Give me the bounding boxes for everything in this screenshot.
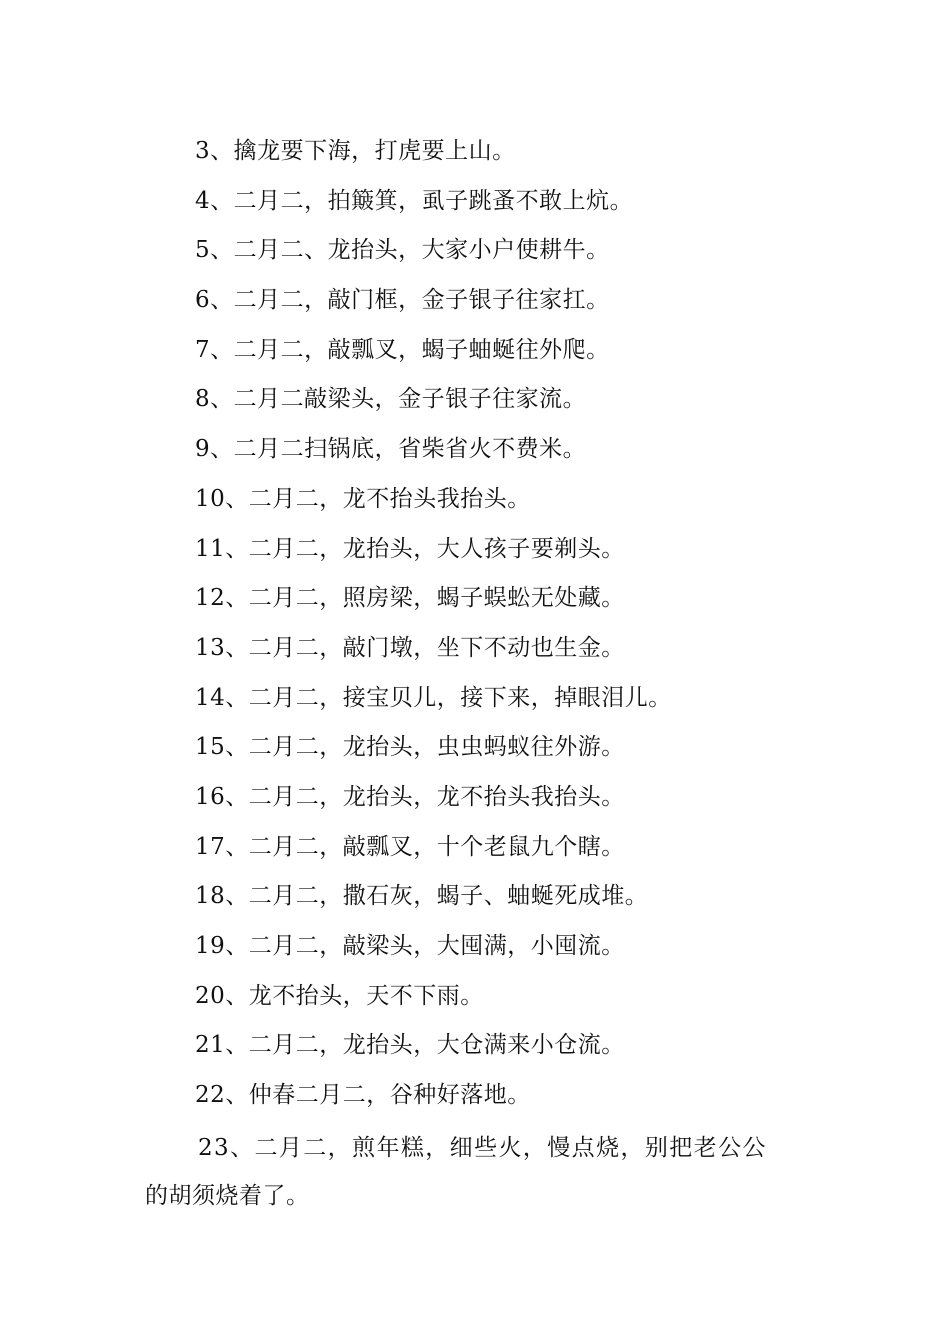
proverb-line: 9、二月二扫锅底，省柴省火不费米。: [195, 436, 587, 463]
proverb-line: 3、擒龙要下海，打虎要上山。: [195, 138, 516, 164]
proverb-line: 6、二月二，敲门框，金子银子往家扛。: [195, 287, 610, 314]
proverb-line: 18、二月二，撒石灰，蝎子、蚰蜒死成堆。: [195, 883, 649, 910]
proverb-line: 22、仲春二月二，谷种好落地。: [195, 1082, 531, 1109]
proverb-line: 13、二月二，敲门墩，坐下不动也生金。: [195, 634, 625, 661]
proverb-line: 19、二月二，敲梁头，大囤满，小囤流。: [195, 933, 625, 959]
proverb-line: 7、二月二，敲瓢叉，蝎子蚰蜒往外爬。: [195, 336, 610, 363]
proverb-line: 16、二月二，龙抬头，龙不抬头我抬头。: [195, 783, 625, 810]
proverb-line: 4、二月二，拍簸箕，虱子跳蚤不敢上炕。: [195, 187, 634, 214]
proverb-paragraph-23: [145, 1124, 810, 1220]
proverb-line: 20、龙不抬头，天不下雨。: [195, 982, 484, 1009]
proverb-line: 17、二月二，敲瓢叉，十个老鼠九个瞎。: [195, 833, 625, 860]
proverb-line: 11、二月二，龙抬头，大人孩子要剃头。: [195, 535, 625, 562]
proverb-line: 8、二月二敲梁头，金子银子往家流。: [195, 386, 587, 413]
proverb-line: 10、二月二，龙不抬头我抬头。: [195, 485, 531, 512]
proverb-line: 14、二月二，接宝贝儿，接下来，掉眼泪儿。: [195, 684, 672, 711]
proverb-line: 21、二月二，龙抬头，大仓满来小仓流。: [195, 1032, 625, 1059]
proverb-list: [195, 131, 815, 1125]
proverb-line: 15、二月二，龙抬头，虫虫蚂蚁往外游。: [195, 734, 625, 761]
proverb-line: 12、二月二，照房梁，蝎子蜈蚣无处藏。: [195, 585, 625, 612]
paragraph-line-2: 的胡须烧着了。: [145, 1183, 310, 1209]
proverb-line: 5、二月二、龙抬头，大家小户使耕牛。: [195, 237, 610, 264]
paragraph-line-1: 23、二月二，煎年糕，细些火，慢点烧，别把老公公: [198, 1135, 767, 1161]
